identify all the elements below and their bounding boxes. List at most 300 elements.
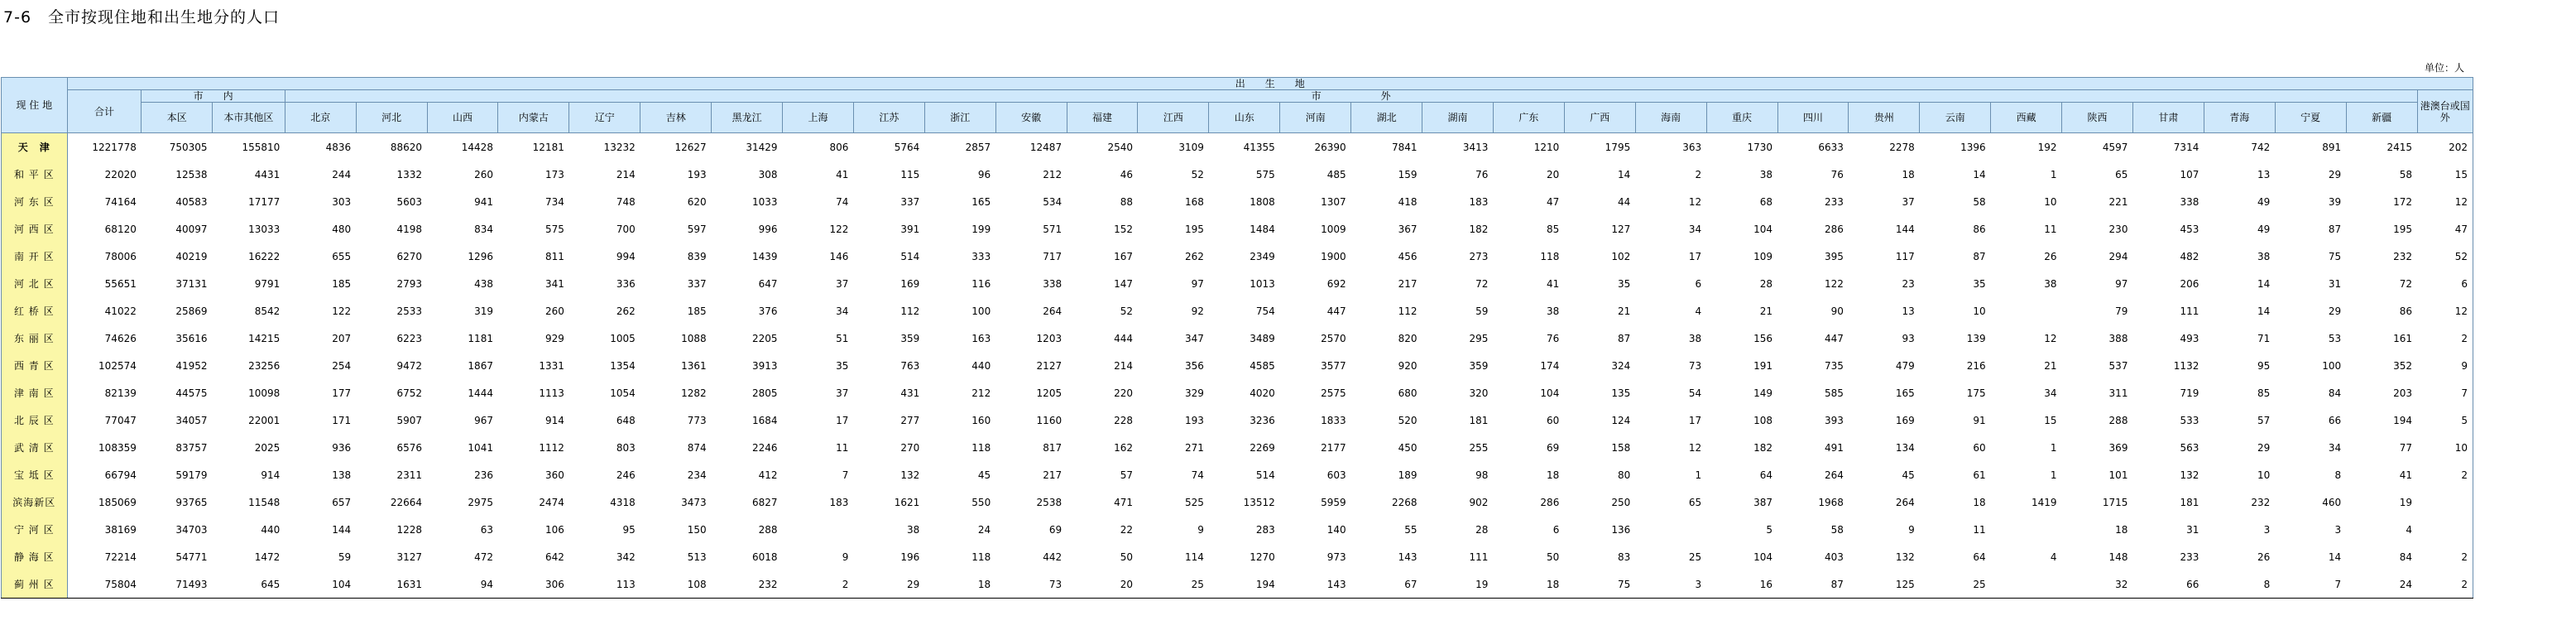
table-cell: 64 [1973,551,1986,563]
table-cell: 139 [1966,332,1986,344]
table-cell: 86 [1973,223,1986,235]
table-cell: 58 [1830,523,1844,536]
table-cell: 5959 [1321,496,1346,508]
table-cell: 155810 [242,141,281,153]
table-cell: 1484 [1250,223,1275,235]
table-cell: 1684 [751,414,778,426]
header-province: 四川 [1777,103,1849,133]
table-cell: 480 [332,223,352,235]
table-cell: 14215 [248,332,281,344]
row-label: 红 桥 区 [2,297,68,325]
table-cell: 83 [1617,551,1631,563]
table-cell: 431 [900,387,920,399]
table-cell: 902 [1469,496,1489,508]
table-cell: 57 [2257,414,2271,426]
table-cell: 337 [900,195,920,208]
table-cell: 144 [1895,223,1915,235]
table-cell: 22001 [248,414,281,426]
table-row [2,406,2473,434]
table-cell: 45 [1902,469,1915,481]
table-cell: 53 [2328,332,2342,344]
table-cell: 228 [1114,414,1133,426]
table-cell: 18 [1902,168,1915,180]
table-cell: 75804 [67,570,142,599]
header-province: 辽宁 [569,103,640,133]
table-cell: 482 [2180,250,2199,262]
table-cell: 1439 [751,250,778,262]
table-cell: 929 [544,332,564,344]
table-cell: 168 [1184,195,1204,208]
table-cell: 74 [836,195,849,208]
table-cell: 98 [1475,469,1489,481]
table-cell: 140 [1326,523,1346,536]
table-cell: 94 [427,570,498,599]
table-cell: 26390 [1314,141,1346,153]
table-cell: 217 [1398,277,1418,290]
table-cell: 34 [836,305,849,317]
table-cell: 75 [1564,570,1635,599]
header-province: 青海 [2204,103,2275,133]
table-cell: 34 [2044,387,2057,399]
table-cell: 262 [1184,250,1204,262]
table-cell: 6576 [396,441,423,454]
table-cell: 10 [2417,434,2473,461]
table-cell: 1205 [1036,387,1063,399]
table-cell: 742 [2251,141,2271,153]
row-label: 蓟 州 区 [2,570,68,599]
table-cell: 1833 [1321,414,1346,426]
table-cell: 1181 [468,332,493,344]
table-cell: 118 [971,551,991,563]
table-cell: 19 [2399,496,2413,508]
table-cell: 91 [1973,414,1986,426]
table-cell: 9791 [254,277,281,290]
table-cell: 60 [1547,414,1560,426]
table-cell: 11 [1973,523,1986,536]
table-cell: 1715 [2102,496,2128,508]
table-cell: 132 [900,469,920,481]
table-cell: 2268 [1392,496,1418,508]
header-province: 陕西 [2062,103,2133,133]
table-cell: 395 [1824,250,1844,262]
table-cell: 450 [1398,441,1418,454]
table-cell: 288 [2108,414,2128,426]
table-cell: 37 [836,277,849,290]
table-cell: 199 [971,223,991,235]
table-cell: 393 [1824,414,1844,426]
table-cell: 28 [1759,277,1772,290]
table-cell: 93 [1902,332,1915,344]
table-cell: 78006 [104,250,137,262]
table-cell: 5907 [396,414,423,426]
table-cell: 447 [1824,332,1844,344]
table-cell: 47 [1547,195,1560,208]
table-cell: 8542 [254,305,281,317]
table-cell: 620 [687,195,707,208]
table-cell [1635,516,1706,543]
table-cell: 941 [474,195,493,208]
table-cell: 29 [2328,168,2342,180]
table-cell: 35 [1973,277,1986,290]
unit-label: 单位：人 [2425,62,2465,74]
table-cell: 144 [332,523,352,536]
table-row [2,161,2473,188]
table-cell: 124 [1611,414,1631,426]
table-cell: 102 [1611,250,1631,262]
table-cell: 22 [1120,523,1133,536]
table-row [2,270,2473,297]
table-cell: 1808 [1250,195,1275,208]
table-cell: 194 [2393,414,2413,426]
table-cell: 102574 [98,359,137,372]
table-cell: 104 [285,570,356,599]
table-cell: 3 [1635,570,1706,599]
table-cell: 874 [687,441,707,454]
header-hk-macau-tw: 港澳台或国外 [2417,90,2473,133]
table-cell: 2575 [1321,387,1346,399]
table-cell: 28 [1475,523,1489,536]
table-cell: 75 [2328,250,2342,262]
table-cell: 1113 [539,387,564,399]
table-cell: 97 [2115,277,2128,290]
header-city-inner: 市 内 [142,90,285,103]
table-cell: 147 [1114,277,1133,290]
table-cell: 132 [2180,469,2199,481]
header-province: 山西 [427,103,498,133]
table-cell: 138 [332,469,352,481]
row-label: 天 津 [2,133,68,161]
table-cell: 34057 [175,414,208,426]
table-cell: 203 [2393,387,2413,399]
header-residence: 现 住 地 [2,78,68,133]
table-cell: 1730 [1747,141,1772,153]
table-cell: 338 [2180,195,2199,208]
table-cell [2417,516,2473,543]
table-cell: 14 [2257,277,2271,290]
table-cell: 1221778 [92,141,137,153]
table-cell: 64 [1759,469,1772,481]
table-cell: 232 [2251,496,2271,508]
table-cell: 294 [2108,250,2128,262]
table-cell: 7 [842,469,849,481]
population-table [1,77,2473,599]
table-row [2,352,2473,379]
row-label: 北 辰 区 [2,406,68,434]
header-province: 上海 [783,103,854,133]
table-cell: 233 [2180,551,2199,563]
table-cell: 308 [758,168,778,180]
table-cell: 2857 [965,141,991,153]
table-cell: 50 [1120,551,1133,563]
table-cell: 87 [1617,332,1631,344]
table-cell: 24 [977,523,991,536]
table-cell: 165 [1895,387,1915,399]
table-cell: 645 [213,570,285,599]
table-cell: 40219 [175,250,208,262]
table-cell: 277 [900,414,920,426]
table-cell: 6 [1695,277,1702,290]
table-cell: 1296 [468,250,493,262]
table-cell: 763 [900,359,920,372]
row-label: 南 开 区 [2,243,68,270]
table-cell: 2025 [254,441,281,454]
table-cell: 41022 [104,305,137,317]
table-cell: 329 [1184,387,1204,399]
table-cell: 175 [1966,387,1986,399]
header-province: 安徽 [995,103,1067,133]
table-cell: 183 [1469,195,1489,208]
table-cell: 236 [474,469,493,481]
table-cell: 73 [995,570,1067,599]
table-cell: 471 [1114,496,1133,508]
table-cell: 4836 [325,141,352,153]
table-cell: 18 [924,570,995,599]
table-cell: 161 [2393,332,2413,344]
table-cell: 149 [1753,387,1772,399]
table-cell: 52 [1120,305,1133,317]
table-cell: 54 [1688,387,1702,399]
header-province: 云南 [1920,103,1991,133]
table-cell: 84 [2399,551,2413,563]
table-cell: 936 [332,441,352,454]
table-cell: 96 [977,168,991,180]
table-cell: 100 [971,305,991,317]
table-cell: 14 [1973,168,1986,180]
table-cell: 174 [1540,359,1560,372]
table-cell: 230 [2108,223,2128,235]
table-cell: 189 [1398,469,1418,481]
table-cell: 2415 [2387,141,2413,153]
table-cell: 80 [1617,469,1631,481]
table-cell: 4 [2050,551,2057,563]
table-cell: 217 [1043,469,1063,481]
table-cell: 341 [544,277,564,290]
table-row [2,570,2473,599]
table-cell: 68120 [104,223,137,235]
table-cell: 214 [616,168,636,180]
table-cell: 185 [332,277,352,290]
table-cell: 4585 [1250,359,1275,372]
table-cell: 440 [971,359,991,372]
table-cell: 891 [2322,141,2342,153]
table-cell: 412 [758,469,778,481]
table-cell: 6 [1552,523,1560,536]
table-cell: 125 [1849,570,1920,599]
table-cell: 17177 [248,195,281,208]
table-cell: 232 [712,570,783,599]
table-cell: 54771 [175,551,208,563]
table-cell: 1112 [539,441,564,454]
table-cell: 14 [1617,168,1631,180]
table-cell: 76 [1475,168,1489,180]
table-cell: 680 [1398,387,1418,399]
table-cell: 360 [544,469,564,481]
table-cell: 18 [1973,496,1986,508]
table-cell: 311 [2108,387,2128,399]
table-cell: 2278 [1889,141,1915,153]
table-cell: 514 [900,250,920,262]
table-cell: 111 [1469,551,1489,563]
table-cell: 107 [2180,168,2199,180]
table-cell: 1228 [396,523,423,536]
table-cell: 3 [2263,523,2271,536]
table-row [2,215,2473,243]
table-cell: 352 [2393,359,2413,372]
table-cell: 59179 [175,469,208,481]
header-province: 吉林 [640,103,712,133]
table-cell: 22664 [390,496,423,508]
table-cell: 21 [1759,305,1772,317]
table-cell: 32 [2062,570,2133,599]
table-cell: 93765 [175,496,208,508]
table-cell: 16 [1706,570,1777,599]
table-cell: 820 [1398,332,1418,344]
table-cell: 773 [687,414,707,426]
table-cell: 23 [1902,277,1915,290]
table-cell: 104 [1753,551,1772,563]
table-cell: 41 [836,168,849,180]
table-cell: 12 [2417,188,2473,215]
header-province: 海南 [1635,103,1706,133]
table-cell: 85 [1547,223,1560,235]
table-cell: 60 [1973,441,1986,454]
table-cell: 2 [2417,543,2473,570]
table-cell: 6633 [1818,141,1844,153]
table-cell: 16222 [248,250,281,262]
table-cell: 1 [1695,469,1702,481]
table-cell: 834 [474,223,493,235]
table-cell: 2474 [539,496,564,508]
table-cell: 597 [687,223,707,235]
header-province: 宁夏 [2275,103,2346,133]
table-cell: 31429 [746,141,778,153]
table-cell: 38 [1547,305,1560,317]
table-cell: 148 [2108,551,2128,563]
table-cell: 359 [900,332,920,344]
table-cell: 85 [2257,387,2271,399]
table-cell: 34 [2328,441,2342,454]
table-cell [2417,488,2473,516]
table-cell: 25 [1688,551,1702,563]
table-cell: 388 [2108,332,2128,344]
table-cell: 2205 [751,332,778,344]
table-cell: 534 [1043,195,1063,208]
row-label: 河 北 区 [2,270,68,297]
table-cell: 996 [758,223,778,235]
table-row [2,297,2473,325]
table-cell: 817 [1043,441,1063,454]
table-cell: 76 [1547,332,1560,344]
table-cell [783,516,854,543]
table-cell: 162 [1114,441,1133,454]
table-cell: 485 [1326,168,1346,180]
table-cell: 67 [1351,570,1422,599]
table-cell: 286 [1540,496,1560,508]
table-cell: 8 [2204,570,2275,599]
table-cell: 1472 [254,551,281,563]
table-cell: 719 [2180,387,2199,399]
table-cell: 2 [783,570,854,599]
table-cell: 440 [261,523,281,536]
table-cell: 1013 [1250,277,1275,290]
table-cell: 748 [616,195,636,208]
table-cell: 3413 [1462,141,1489,153]
table-cell: 41 [1547,277,1560,290]
table-cell: 264 [1895,496,1915,508]
table-cell: 31 [2186,523,2199,536]
table-cell: 52 [2417,243,2473,270]
table-cell: 37 [1902,195,1915,208]
table-cell: 1088 [681,332,707,344]
table-cell: 74 [1191,469,1204,481]
table-cell: 15 [2044,414,2057,426]
table-cell: 520 [1398,414,1418,426]
table-cell: 136 [1611,523,1631,536]
table-cell: 347 [1184,332,1204,344]
table-cell: 38 [1688,332,1702,344]
table-cell: 1132 [2173,359,2199,372]
table-cell: 320 [1469,387,1489,399]
table-cell: 83757 [175,441,208,454]
table-cell: 734 [544,195,564,208]
table-cell: 173 [544,168,564,180]
table-cell: 12 [1688,195,1702,208]
table-cell: 61 [1973,469,1986,481]
table-row [2,325,2473,352]
table-cell: 994 [616,250,636,262]
table-cell: 38169 [104,523,137,536]
table-cell: 104 [1753,223,1772,235]
row-label: 滨海新区 [2,488,68,516]
row-label: 静 海 区 [2,543,68,570]
header-province: 北京 [285,103,356,133]
table-cell: 77 [2399,441,2413,454]
table-cell: 73 [1688,359,1702,372]
table-cell: 2269 [1250,441,1275,454]
table-row [2,516,2473,543]
table-cell: 21 [2044,359,2057,372]
table-cell: 967 [474,414,493,426]
table-cell: 288 [758,523,778,536]
table-cell: 4020 [1250,387,1275,399]
table-cell: 7841 [1392,141,1418,153]
table-cell: 1361 [681,359,707,372]
table-cell: 1160 [1036,414,1063,426]
row-label: 东 丽 区 [2,325,68,352]
table-cell: 169 [900,277,920,290]
table-row [2,379,2473,406]
table-cell: 13 [1902,305,1915,317]
table-row [2,488,2473,516]
table-cell: 29 [2328,305,2342,317]
table-cell: 66794 [104,469,137,481]
table-cell: 2 [2417,325,2473,352]
table-cell: 14 [2328,551,2342,563]
table-cell: 76 [1830,168,1844,180]
page-title: 7-6 全市按现住地和出生地分的人口 [3,8,281,26]
table-cell: 306 [498,570,569,599]
row-label: 和 平 区 [2,161,68,188]
row-label: 津 南 区 [2,379,68,406]
table-cell: 41 [2399,469,2413,481]
header-total: 合计 [67,90,142,133]
table-cell: 3913 [751,359,778,372]
table-cell: 185 [687,305,707,317]
header-other-district: 本市其他区 [213,103,285,133]
table-cell: 152 [1114,223,1133,235]
table-cell: 182 [1469,223,1489,235]
table-cell: 479 [1895,359,1915,372]
